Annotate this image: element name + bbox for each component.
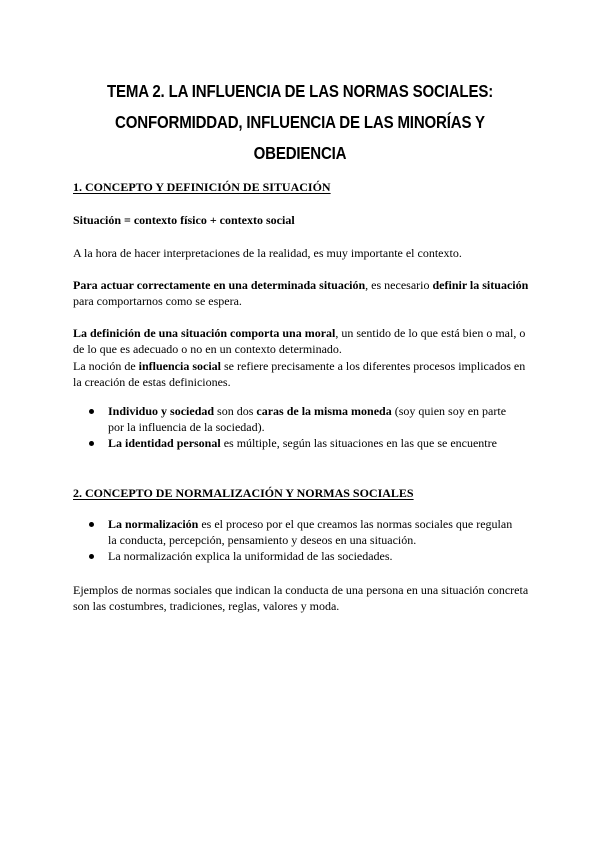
section-1-heading: 1. CONCEPTO Y DEFINICIÓN DE SITUACIÓN [73,180,331,194]
bullet-icon [89,522,94,527]
bullet-icon [89,409,94,414]
list-item: La normalización es el proceso por el que creamos las normas sociales que regulan la conducta, percepción, pensamiento y deseos en una situación. [73,517,523,548]
paragraph-define-situation: Para actuar correctamente en una determinada situación, es necesario definir la situación para comportarnos como se espera. [73,278,529,308]
title-line-1: TEMA 2. LA INFLUENCIA DE LAS NORMAS SOCIALES: [106,81,494,101]
list-item: La normalización explica la uniformidad de las sociedades. [73,549,523,565]
paragraph-context: A la hora de hacer interpretaciones de la realidad, es muy importante el contexto. [73,246,462,260]
section-1-bullet-list [73,404,523,453]
formula-text: Situación = contexto físico + contexto social [73,213,295,227]
list-item: Individuo y sociedad son dos caras de la misma moneda (soy quien soy en parte por la influencia de la sociedad). [73,404,523,435]
title-line-3: OBEDIENCIA [253,143,347,163]
list-item: La identidad personal es múltiple, según las situaciones en las que se encuentre [73,436,523,452]
document-title [94,76,507,169]
paragraph-moral: La definición de una situación comporta una moral, un sentido de lo que está bien o mal, o de lo que es adecuado o no en un contexto determinado. [73,326,526,356]
section-2-bullet-list [73,517,523,566]
situation-formula [73,212,533,228]
bullet-icon [89,441,94,446]
section-2-heading: 2. CONCEPTO DE NORMALIZACIÓN Y NORMAS SOCIALES [73,486,414,500]
paragraph-social-norms-examples: Ejemplos de normas sociales que indican la conducta de una persona en una situación concreta son las costumbres, tradiciones, reglas, valores y moda. [73,583,529,613]
bullet-icon [89,554,94,559]
paragraph-social-influence: La noción de influencia social se refiere precisamente a los diferentes procesos implicados en la creación de estas definiciones. [73,359,526,389]
title-line-2: CONFORMIDDAD, INFLUENCIA DE LAS MINORÍAS Y [115,112,485,132]
